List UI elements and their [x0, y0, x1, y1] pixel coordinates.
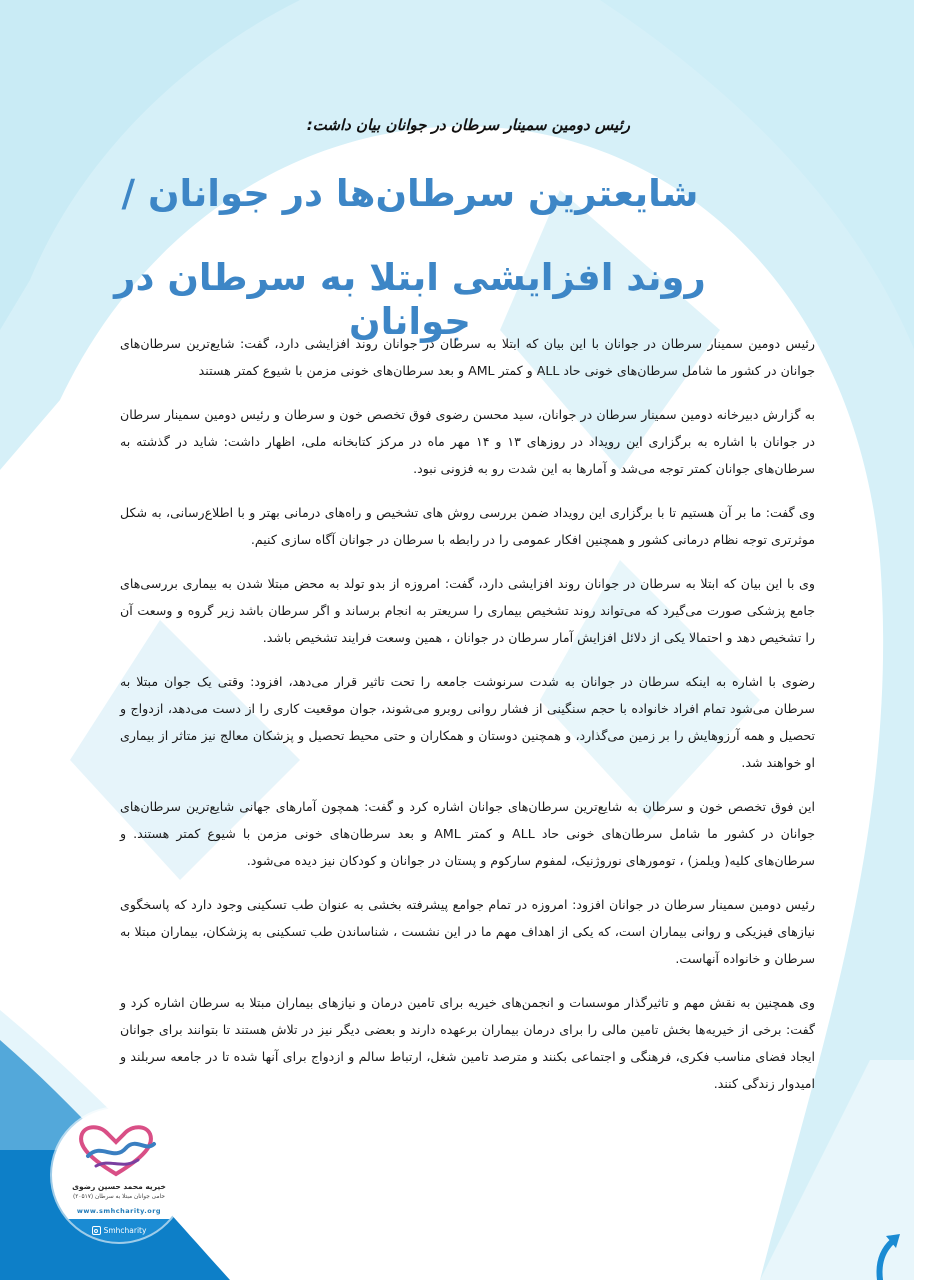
paragraph: رئیس دومین سمینار سرطان در جوانان با این بیان که ابتلا به سرطان در جوانان روند افزایشی دارد، گفت: شایع‌ترین سرطان‌های جوانان در کشور ما شامل سرطان‌های خونی حاد ALL و کمتر AML و بعد سرطان‌های خونی مزمن با شیوع کمتر هستند [120, 336, 815, 378]
instagram-icon [92, 1226, 101, 1235]
curved-arrow-icon [872, 1228, 912, 1280]
paragraph: رضوی با اشاره به اینکه سرطان در جوانان به شدت سرنوشت جامعه را تحت تاثیر قرار می‌دهد، افزود: وقتی یک جوان مبتلا به سرطان می‌شود تمام افراد خانواده با حجم سنگینی از فشار روانی روبرو می‌شوند، جوان موقعیت کاری را از دست می‌دهد، ازدواج و تحصیل و همه آرزوهایش را بر زمین می‌گذارد، و همچنین دوستان و همکاران و حتی محیط تحصیل و پزشکان معالج نیز متاثر از بیماری او خواهند شد. [120, 674, 815, 770]
article-body [120, 330, 815, 1114]
headline-line-2: روند افزایشی ابتلا به سرطان در جوانان [114, 256, 706, 344]
paragraph: به گزارش دبیرخانه دومین سمینار سرطان در جوانان، سید محسن رضوی فوق تخصص خون و سرطان و رئیس دومین سمینار سرطان در جوانان با اشاره به برگزاری این رویداد در روزهای ۱۳ و ۱۴ مهر ماه در مرکز کتابخانه ملی، اظهار داشت: شاید در گذشته به سرطان‌های جوانان کمتر توجه می‌شد و آمارها به این شدت رو به فزونی نبود. [120, 407, 816, 476]
heart-logo-icon [66, 1122, 166, 1182]
paragraph: رئیس دومین سمینار سرطان در جوانان افزود: امروزه در تمام جوامع پیشرفته بخشی به عنوان طب تسکینی وجود دارد که پاسخگوی نیازهای فیزیکی و روانی بیماران است، که یکی از اهداف مهم ما در این نشست ، شناساندن طب تسکینی به پزشکان، بیماران مبتلا به سرطان و خانواده آنهاست. [120, 897, 815, 966]
paragraph: وی گفت: ما بر آن هستیم تا با برگزاری این رویداد ضمن بررسی روش های تشخیص و راه‌های درمانی بهتر و با اطلاع‌رسانی، به شکل موثرتری توجه نظام درمانی کشور و همچنین افکار عمومی را در رابطه با سرطان در جوانان آگاه سازی کنیم. [120, 505, 815, 547]
paragraph: این فوق تخصص خون و سرطان به شایع‌ترین سرطان‌های جوانان اشاره کرد و گفت: همچون آمارهای جهانی شایع‌ترین سرطان‌های جوانان در کشور ما شامل سرطان‌های خونی حاد ALL و کمتر AML و بعد سرطان‌های خونی مزمن با شیوع کمتر هستند. و سرطان‌های کلیه( ویلمز) ، تومورهای نوروژنیک، لمفوم سارکوم و پستان در جوانان و کودکان نیز دیده می‌شود. [120, 799, 816, 868]
logo-website-link[interactable]: www.smhcharity.org [76, 1207, 162, 1215]
kicker-line: رئیس دومین سمینار سرطان در جوانان بیان داشت: [306, 116, 630, 134]
instagram-bar[interactable] [52, 1219, 186, 1242]
instagram-handle: Smhcharity [103, 1226, 147, 1235]
paragraph: وی همچنین به نقش مهم و تاثیرگذار موسسات و انجمن‌های خیریه برای تامین درمان و نیازهای بیماران مبتلا به سرطان اشاره کرد و گفت: برخی از خیریه‌ها بخش تامین مالی را برای درمان بیماران برعهده دارند و بعضی دیگر نیز در تلاش هستند تا بتوانند برای جوانان ایجاد فضای مناسب فکری، فرهنگی و اجتماعی بکنند و مترصد تامین شغل، ارتباط سالم و ازدواج برای آنها شده تا در جامعه سربلند و امیدوار زندگی کنند. [120, 995, 815, 1091]
logo-name: خیریه محمد حسین رضوی [72, 1182, 166, 1191]
charity-logo[interactable] [52, 1108, 186, 1242]
paragraph: وی با این بیان که ابتلا به سرطان در جوانان روند افزایشی دارد، گفت: امروزه از بدو تولد به محض مبتلا شدن به بیماری بررسی‌های جامع پزشکی صورت می‌گیرد که می‌تواند روند تشخیص بیماری را سریعتر به انجام برساند و اگر سرطان باشد زیر گروه و وسعت آن را تشخیص دهد و احتمالا یکی از دلائل افزایش آمار سرطان در جوانان ، همین وسعت فرایند تشخیص باشد. [120, 576, 815, 645]
headline-line-1: شایعترین سرطان‌ها در جوانان / [121, 172, 699, 215]
logo-subtitle: حامی جوانان مبتلا به سرطان (۲۰۵۱۷) [73, 1194, 165, 1200]
